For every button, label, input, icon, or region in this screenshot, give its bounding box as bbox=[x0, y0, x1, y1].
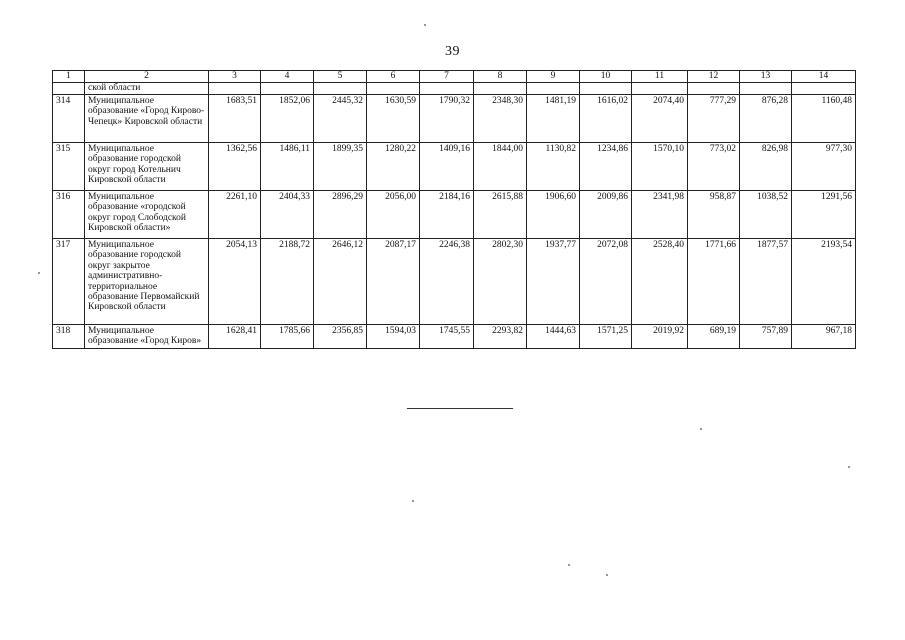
table-cell bbox=[792, 83, 856, 95]
header-cell: 5 bbox=[314, 71, 367, 83]
value-cell: 2074,40 bbox=[632, 95, 688, 143]
header-cell: 13 bbox=[740, 71, 792, 83]
value-cell: 1409,16 bbox=[420, 143, 474, 191]
table-cell bbox=[53, 83, 85, 95]
municipality-name: Муниципальное образование «Город Киров» bbox=[85, 325, 209, 349]
value-cell: 977,30 bbox=[792, 143, 856, 191]
value-cell: 1877,57 bbox=[740, 239, 792, 325]
value-cell: 1852,06 bbox=[261, 95, 314, 143]
value-cell: 2341,98 bbox=[632, 191, 688, 239]
table-cell bbox=[474, 83, 527, 95]
value-cell: 1844,00 bbox=[474, 143, 527, 191]
value-cell: 2615,88 bbox=[474, 191, 527, 239]
value-cell: 1481,19 bbox=[527, 95, 580, 143]
value-cell: 2193,54 bbox=[792, 239, 856, 325]
table-row bbox=[53, 95, 856, 143]
value-cell: 689,19 bbox=[688, 325, 740, 349]
table-cell bbox=[314, 83, 367, 95]
value-cell: 1130,82 bbox=[527, 143, 580, 191]
row-number: 315 bbox=[53, 143, 85, 191]
value-cell: 2356,85 bbox=[314, 325, 367, 349]
value-cell: 1790,32 bbox=[420, 95, 474, 143]
value-cell: 1628,41 bbox=[209, 325, 261, 349]
value-cell: 2646,12 bbox=[314, 239, 367, 325]
value-cell: 1038,52 bbox=[740, 191, 792, 239]
value-cell: 2348,30 bbox=[474, 95, 527, 143]
scan-speck bbox=[412, 500, 414, 502]
table-header-row bbox=[53, 71, 856, 83]
table-row bbox=[53, 191, 856, 239]
page-number: 39 bbox=[445, 44, 460, 59]
header-cell: 2 bbox=[85, 71, 209, 83]
table-cell bbox=[367, 83, 420, 95]
value-cell: 2246,38 bbox=[420, 239, 474, 325]
value-cell: 1906,60 bbox=[527, 191, 580, 239]
header-cell: 10 bbox=[580, 71, 632, 83]
header-cell: 9 bbox=[527, 71, 580, 83]
scan-speck bbox=[848, 466, 850, 468]
header-cell: 11 bbox=[632, 71, 688, 83]
row-number: 318 bbox=[53, 325, 85, 349]
value-cell: 757,89 bbox=[740, 325, 792, 349]
value-cell: 2188,72 bbox=[261, 239, 314, 325]
value-cell: 876,28 bbox=[740, 95, 792, 143]
scan-speck bbox=[424, 24, 426, 26]
row-number: 317 bbox=[53, 239, 85, 325]
value-cell: 1771,66 bbox=[688, 239, 740, 325]
value-cell: 1745,55 bbox=[420, 325, 474, 349]
value-cell: 1234,86 bbox=[580, 143, 632, 191]
municipality-name: Муниципальное образование «Город Кирово-Чепецк» Кировской области bbox=[85, 95, 209, 143]
value-cell: 1444,63 bbox=[527, 325, 580, 349]
table-cell bbox=[580, 83, 632, 95]
row-number: 314 bbox=[53, 95, 85, 143]
table-cell bbox=[261, 83, 314, 95]
table-cell bbox=[420, 83, 474, 95]
table-cell bbox=[688, 83, 740, 95]
value-cell: 773,02 bbox=[688, 143, 740, 191]
value-cell: 2009,86 bbox=[580, 191, 632, 239]
value-cell: 2056,00 bbox=[367, 191, 420, 239]
value-cell: 2528,40 bbox=[632, 239, 688, 325]
header-cell: 3 bbox=[209, 71, 261, 83]
value-cell: 2087,17 bbox=[367, 239, 420, 325]
value-cell: 1291,56 bbox=[792, 191, 856, 239]
table-cell bbox=[740, 83, 792, 95]
continuation-text: ской области bbox=[85, 83, 209, 95]
value-cell: 1594,03 bbox=[367, 325, 420, 349]
scan-speck bbox=[568, 564, 570, 566]
value-cell: 1280,22 bbox=[367, 143, 420, 191]
value-cell: 2019,92 bbox=[632, 325, 688, 349]
row-number: 316 bbox=[53, 191, 85, 239]
header-cell: 12 bbox=[688, 71, 740, 83]
value-cell: 2054,13 bbox=[209, 239, 261, 325]
value-cell: 777,29 bbox=[688, 95, 740, 143]
value-cell: 2072,08 bbox=[580, 239, 632, 325]
separator-line bbox=[407, 408, 513, 409]
scan-speck bbox=[700, 428, 702, 430]
value-cell: 1785,66 bbox=[261, 325, 314, 349]
value-cell: 2445,32 bbox=[314, 95, 367, 143]
scan-speck bbox=[38, 272, 40, 274]
value-cell: 2261,10 bbox=[209, 191, 261, 239]
continuation-row bbox=[53, 83, 856, 95]
value-cell: 967,18 bbox=[792, 325, 856, 349]
value-cell: 2404,33 bbox=[261, 191, 314, 239]
value-cell: 1362,56 bbox=[209, 143, 261, 191]
value-cell: 1899,35 bbox=[314, 143, 367, 191]
value-cell: 1570,10 bbox=[632, 143, 688, 191]
value-cell: 958,87 bbox=[688, 191, 740, 239]
scan-speck bbox=[606, 574, 608, 576]
value-cell: 1616,02 bbox=[580, 95, 632, 143]
value-cell: 1937,77 bbox=[527, 239, 580, 325]
header-cell: 7 bbox=[420, 71, 474, 83]
municipality-name: Муниципальное образование «городской округ город Слободской Кировской области» bbox=[85, 191, 209, 239]
data-table bbox=[52, 70, 856, 349]
value-cell: 1160,48 bbox=[792, 95, 856, 143]
header-cell: 6 bbox=[367, 71, 420, 83]
header-cell: 1 bbox=[53, 71, 85, 83]
header-cell: 14 bbox=[792, 71, 856, 83]
value-cell: 1486,11 bbox=[261, 143, 314, 191]
value-cell: 1630,59 bbox=[367, 95, 420, 143]
value-cell: 2184,16 bbox=[420, 191, 474, 239]
table-cell bbox=[527, 83, 580, 95]
value-cell: 2293,82 bbox=[474, 325, 527, 349]
table-cell bbox=[209, 83, 261, 95]
header-cell: 4 bbox=[261, 71, 314, 83]
table-cell bbox=[632, 83, 688, 95]
value-cell: 2802,30 bbox=[474, 239, 527, 325]
value-cell: 826,98 bbox=[740, 143, 792, 191]
municipality-name: Муниципальное образование городской округ закрытое административно-территориальное образование Первомайский Кировской области bbox=[85, 239, 209, 325]
header-cell: 8 bbox=[474, 71, 527, 83]
table-row bbox=[53, 325, 856, 349]
table-row bbox=[53, 239, 856, 325]
value-cell: 2896,29 bbox=[314, 191, 367, 239]
value-cell: 1683,51 bbox=[209, 95, 261, 143]
table-row bbox=[53, 143, 856, 191]
value-cell: 1571,25 bbox=[580, 325, 632, 349]
municipality-name: Муниципальное образование городской округ город Котельнич Кировской области bbox=[85, 143, 209, 191]
